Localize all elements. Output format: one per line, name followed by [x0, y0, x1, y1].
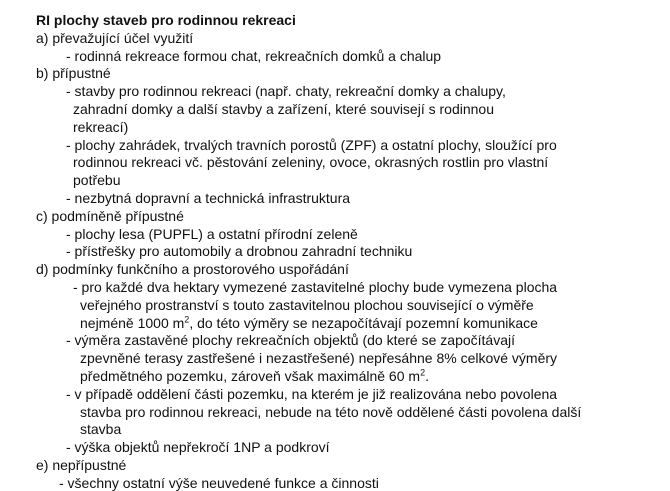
text-segment: nejméně 1000 m — [80, 314, 185, 331]
section-b-heading: b) přípustné — [36, 65, 111, 82]
list-item-continuation: potřebu — [73, 172, 121, 189]
section-a-heading: a) převažující účel využití — [36, 29, 194, 46]
text-segment: , do této výměry se nezapočítávají pozemní komunikace — [189, 314, 538, 331]
list-item: - plochy zahrádek, trvalých travních porostů (ZPF) a ostatní plochy, sloužící pro — [66, 136, 557, 153]
list-item: - pro každé dva hektary vymezené zastavitelné plochy bude vymezena plocha — [73, 279, 558, 295]
superscript: 2 — [184, 313, 190, 324]
list-item: - výměra zastavěné plochy rekreačních objektů (do které se započítávají — [66, 332, 515, 349]
list-item: - plochy lesa (PUPFL) a ostatní přírodní zeleně — [66, 225, 358, 242]
section-d-heading: d) podmínky funkčního a prostorového uspořádání — [36, 261, 349, 278]
list-item: - přístřešky pro automobily a drobnou zahradní techniku — [66, 243, 413, 260]
list-item: - všechny ostatní výše neuvedené funkce a činnosti — [59, 474, 379, 491]
list-item: - stavby pro rodinnou rekreaci (např. chaty, rekreační domky a chalupy, — [66, 83, 506, 100]
list-item: - výška objektů nepřekročí 1NP a podkroví — [66, 439, 330, 456]
list-item-continuation: zahradní domky a další stavby a zařízení, které souvisejí s rodinnou — [73, 101, 494, 117]
text-segment: předmětného pozemku, zároveň však maximálně 60 m — [80, 368, 421, 384]
list-item-continuation — [80, 315, 538, 331]
list-item: - rodinná rekreace formou chat, rekreačních domků a chalup — [66, 47, 442, 64]
list-item: - v případě oddělení části pozemku, na kterém je již realizována nebo povolena — [66, 385, 558, 402]
list-item: - nezbytná dopravní a technická infrastruktura — [66, 190, 351, 206]
document-title: RI plochy staveb pro rodinnou rekreaci — [36, 12, 296, 28]
list-item-continuation: stavba pro rodinnou rekreaci, nebude na této nově oddělené části povolena další — [80, 403, 582, 420]
list-item-continuation: stavba — [80, 421, 122, 438]
text-segment: . — [425, 368, 429, 384]
section-e-heading: e) nepřípustné — [36, 457, 127, 473]
list-item-continuation: veřejného prostranství s touto zastavitelnou plochou související o výměře — [80, 296, 534, 313]
list-item-continuation: rodinnou rekreaci vč. pěstování zeleniny, ovoce, okrasných rostlin pro vlastní — [73, 154, 549, 171]
section-c-heading: c) podmíněně přípustné — [36, 207, 184, 224]
list-item-continuation: zpevněné terasy zastřešené i nezastřešené) nepřesáhne 8% celkové výměry — [80, 350, 558, 367]
list-item-continuation — [80, 368, 429, 384]
list-item-continuation: rekreací) — [73, 118, 129, 135]
superscript: 2 — [420, 367, 426, 378]
